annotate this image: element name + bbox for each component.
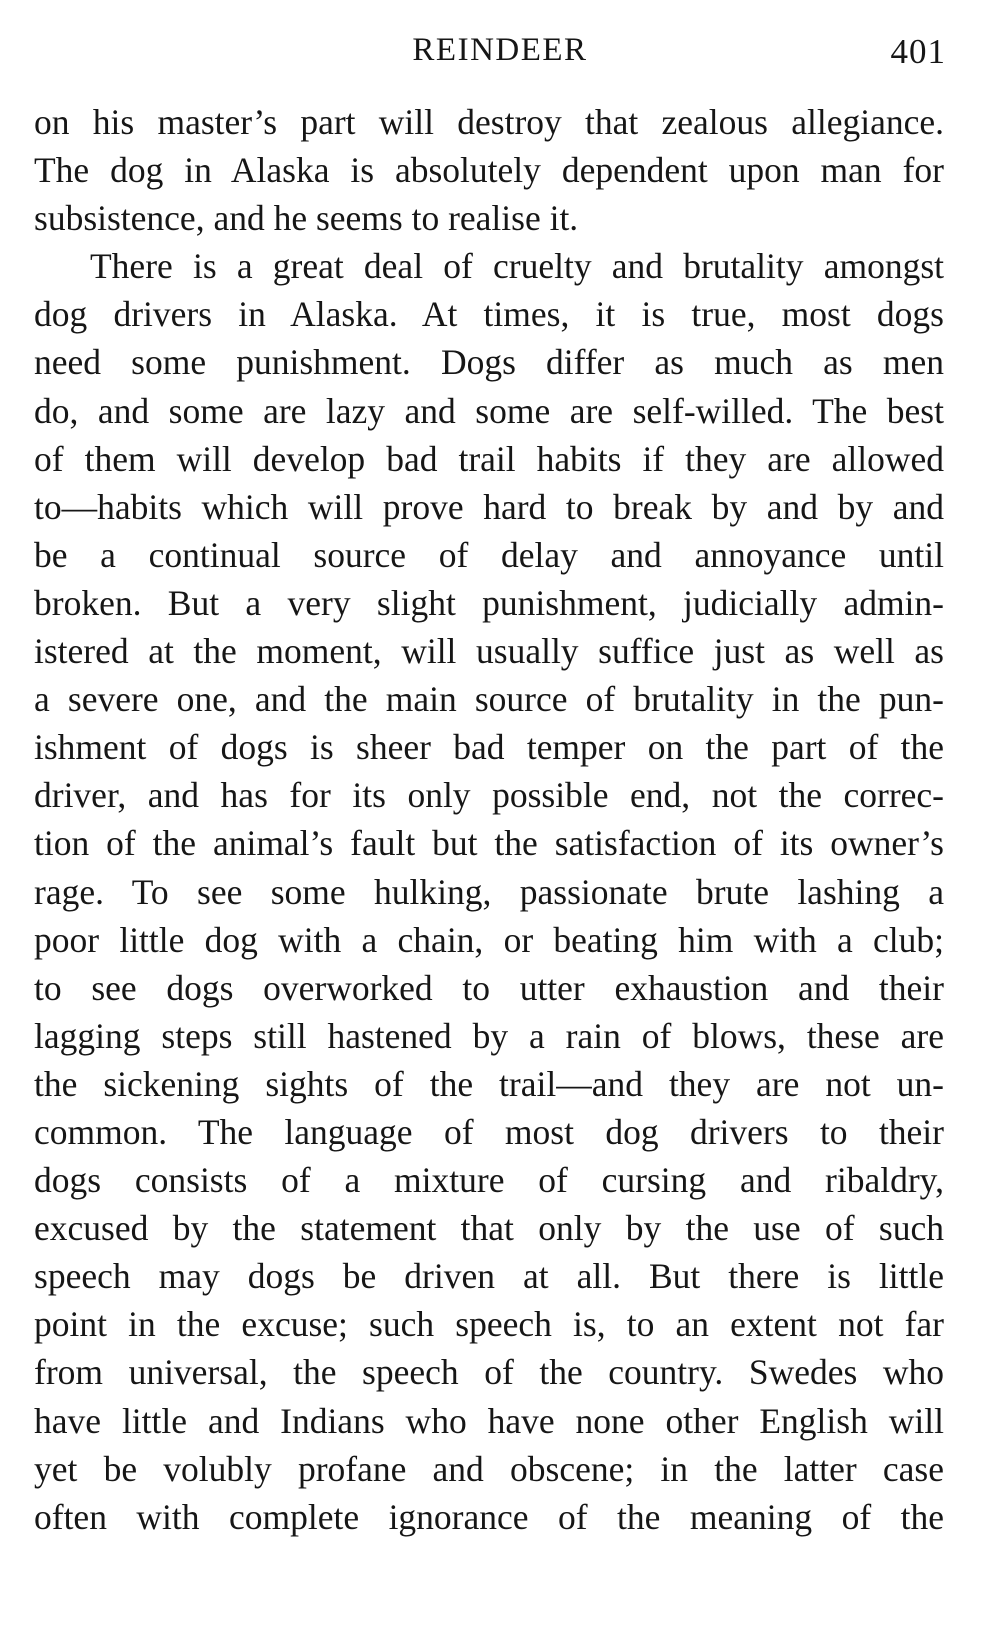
text-line: broken. But a very slight punishment, judicially admin- [34,582,944,623]
text-line: istered at the moment, will usually suffice just as well as [34,631,944,672]
text-line: often with complete ignorance of the meaning of the [34,1496,944,1537]
running-title: REINDEER [412,32,588,68]
page-number: 401 [890,32,946,71]
text-line: common. The language of most dog drivers to their [34,1111,944,1152]
text-line: need some punishment. Dogs differ as much as men [34,342,944,383]
text-line: have little and Indians who have none other English will [34,1400,944,1441]
text-line: tion of the animal’s fault but the satisfaction of its owner’s [34,823,944,864]
text-line: point in the excuse; such speech is, to an extent not far [34,1304,944,1345]
text-line: lagging steps still hastened by a rain of blows, these are [34,1015,944,1056]
text-line: on his master’s part will destroy that zealous allegiance. [34,102,944,142]
text-line: ishment of dogs is sheer bad temper on the part of the [34,727,944,768]
text-line: a severe one, and the main source of brutality in the pun- [34,679,944,720]
text-line: dog drivers in Alaska. At times, it is true, most dogs [34,294,944,335]
text-line: the sickening sights of the trail—and they are not un- [34,1063,944,1104]
text-line: poor little dog with a chain, or beating him with a club; [34,919,944,960]
text-line: from universal, the speech of the country. Swedes who [34,1352,944,1393]
text-line: excused by the statement that only by the use of such [34,1208,944,1249]
text-line: subsistence, and he seems to realise it. [34,198,579,239]
text-line: rage. To see some hulking, passionate brute lashing a [34,871,944,912]
text-line: of them will develop bad trail habits if they are allowed [34,438,944,479]
text-line: be a continual source of delay and annoyance until [34,534,944,575]
running-head [34,26,944,74]
text-line: driver, and has for its only possible end, not the correc- [34,775,944,816]
body-text [34,98,944,1541]
text-line: do, and some are lazy and some are self-willed. The best [34,390,944,431]
text-line: to—habits which will prove hard to break by and by and [34,486,944,527]
text-line: speech may dogs be driven at all. But there is little [34,1256,944,1297]
text-line: to see dogs overworked to utter exhaustion and their [34,967,944,1008]
text-line: There is a great deal of cruelty and brutality amongst [90,246,944,287]
text-line: yet be volubly profane and obscene; in the latter case [34,1448,944,1489]
text-line: The dog in Alaska is absolutely dependent upon man for [34,150,944,191]
book-page [34,0,944,1635]
text-line: dogs consists of a mixture of cursing and ribaldry, [34,1160,944,1201]
